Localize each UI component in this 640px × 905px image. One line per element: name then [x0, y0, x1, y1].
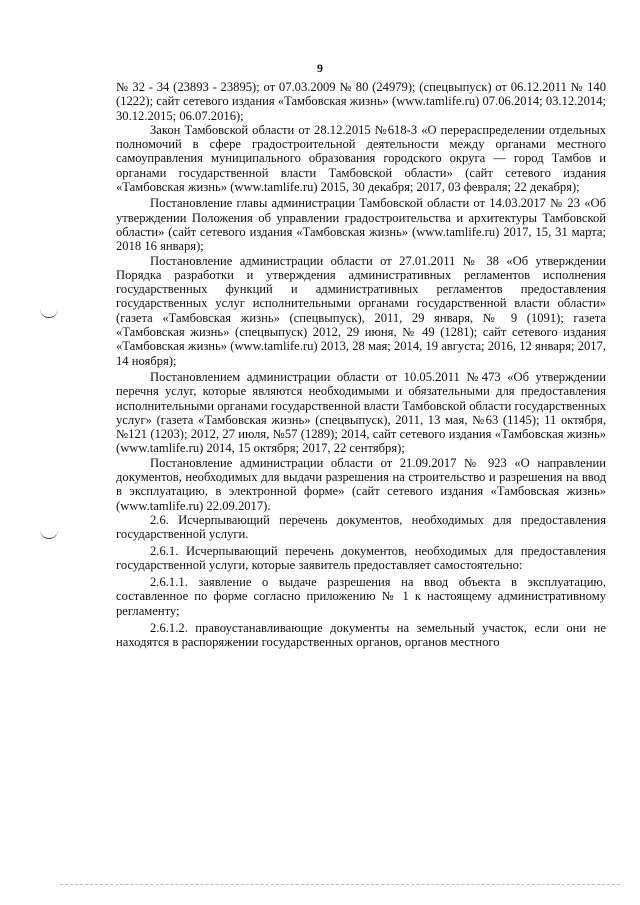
paragraph-continuation: № 32 - 34 (23893 - 23895); от 07.03.2009 № 80 (24979); (спецвыпуск) от 06.12.2011 № 140 (1222); сайт сетевого издания «Тамбовская жизнь» (www.tamlife.ru) 07.06.2014; 03.12.2014; 30.12.2015; 06.07.2016);	[116, 80, 606, 123]
paragraph-resolution-38: Постановление администрации области от 27.01.2011 № 38 «Об утверждении Порядка разработки и утверждения административных регламентов исполнения государственных функций и административных регламентов предоставления государственных услуг исполнительными органами государственной власти области» (газета «Тамбовская жизнь» (спецвыпуск), 2011, 29 января, № 9 (1091); газета «Тамбовская жизнь» (спецвыпуск) 2012, 29 июня, № 49 (1281); сайт сетевого издания «Тамбовская жизнь» (www.tamlife.ru) 2013, 28 мая; 2014, 19 августа; 2016, 12 января; 2017, 14 ноября);	[116, 253, 606, 368]
list-item-2-6-1-2: 2.6.1.2. правоустанавливающие документы на земельный участок, если они не находятся в распоряжении государственных органов, органов местного	[116, 620, 606, 650]
paragraph-law-618: Закон Тамбовской области от 28.12.2015 №618-З «О перераспределении отдельных полномочий в сфере градостроительной деятельности между органами местного самоуправления муниципального образования городского округа — город Тамбов и органами государственной власти Тамбовской области» (сайт сетевого издания «Тамбовская жизнь» (www.tamlife.ru) 2015, 30 декабря; 2017, 03 февраля; 22 декабря);	[116, 122, 606, 195]
paragraph-resolution-473: Постановлением администрации области от 10.05.2011 №473 «Об утверждении перечня услуг, которые являются необходимыми и обязательными для предоставления исполнительными органами государственной власти Тамбовской области государственных услуг» (газета «Тамбовская жизнь» (спецвыпуск), 2011, 13 мая, №63 (1145); 11 октября, №121 (1203); 2012, 27 июля, №57 (1289); 2014, сайт сетевого издания «Тамбовская жизнь» (www.tamlife.ru) 2014, 15 октября; 2017, 22 сентября);	[116, 369, 606, 456]
paragraph-resolution-23: Постановление главы администрации Тамбовской области от 14.03.2017 № 23 «Об утверждении Положения об управлении градостроительства и архитектуры Тамбовской области» (сайт сетевого издания «Тамбовская жизнь» (www.tamlife.ru) 2017, 15, 31 марта; 2018 16 января);	[116, 196, 606, 254]
document-body	[116, 80, 606, 650]
margin-pen-mark	[40, 309, 58, 318]
paragraph-resolution-923: Постановление администрации области от 21.09.2017 № 923 «О направлении документов, необходимых для выдачи разрешения на строительство и разрешения на ввод в эксплуатацию, в электронной форме» (сайт сетевого издания «Тамбовская жизнь» (www.tamlife.ru) 22.09.2017).	[116, 455, 606, 513]
page-number: 9	[317, 61, 323, 75]
section-heading-2-6-1: 2.6.1. Исчерпывающий перечень документов, необходимых для предоставления государственной услуги, которые заявитель предоставляет самостоятельно:	[116, 543, 606, 572]
section-heading-2-6: 2.6. Исчерпывающий перечень документов, необходимых для предоставления государственной услуги.	[116, 512, 606, 542]
list-item-2-6-1-1: 2.6.1.1. заявление о выдаче разрешения на ввод объекта в эксплуатацию, составленное по форме согласно приложению № 1 к настоящему административному регламенту;	[116, 575, 606, 618]
scan-artifact-line	[60, 884, 620, 885]
margin-pen-mark	[40, 530, 58, 539]
